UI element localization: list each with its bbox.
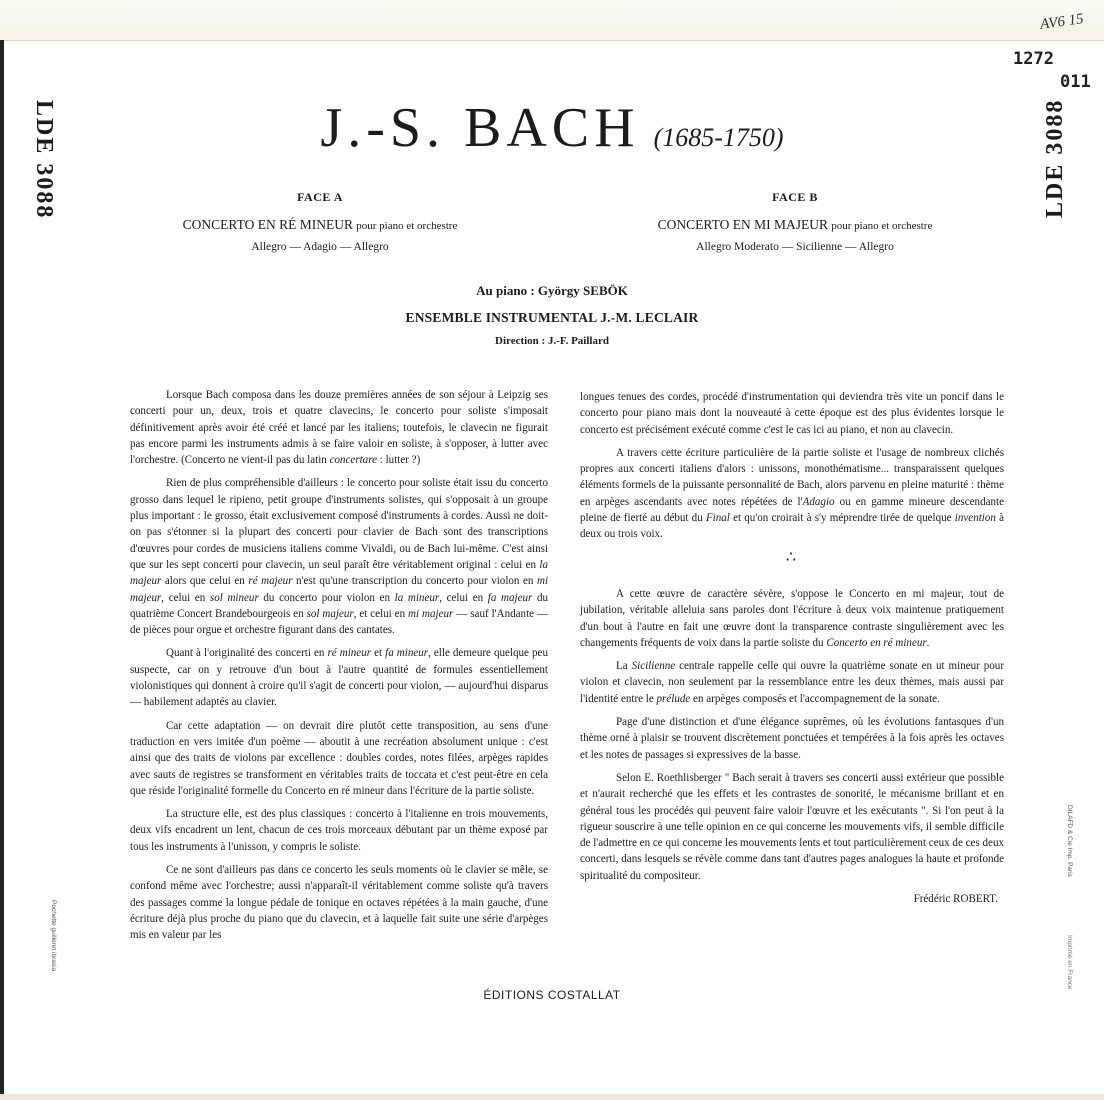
section-separator: ∴ (785, 548, 799, 566)
composer-dates: (1685-1750) (653, 123, 784, 152)
face-b-label: FACE B (772, 190, 818, 204)
sleeve-bottom-edge (0, 1094, 1104, 1100)
credit-direction: Direction : J.-F. Paillard (495, 335, 609, 347)
sleeve-top-strip (0, 0, 1104, 41)
face-a-work (90, 217, 550, 233)
liner-notes-left-column (130, 387, 548, 951)
paragraph: A cette œuvre de caractère sévère, s'oppose le Concerto en mi majeur, tout de jubilation, véritable alleluia sans paroles dont l'écriture à deux voix maintenue pratiquement d'un bout à l'autre en fait une œuvre dont la transparence contraste singulièrement avec les changements fréquents de voix dans la partie soliste du Concerto en ré mineur. (580, 587, 1004, 649)
publisher-name: ÉDITIONS COSTALLAT (483, 988, 621, 1002)
face-a-block (90, 190, 550, 253)
credits-block (0, 283, 1104, 347)
handwritten-note: AV6 15 (1039, 11, 1085, 33)
face-b-work-subtitle: pour piano et orchestre (831, 220, 933, 232)
credit-piano: Au piano : György SEBÖK (476, 283, 628, 298)
paragraph: Car cette adaptation — on devrait dire plutôt cette transposition, au sens d'une traduction en vers imitée d'un poème — aboutit à une recréation absolument unique : c'est ainsi que des traits de violons par excellence : doubles cordes, notes filées, arpèges rapides avec sauts de registres se transforment en véritables traits de toccata et c'est peut-être en cela que réside l'originalité formelle du Concerto en ré mineur dans l'écriture de la partie soliste. (130, 719, 548, 797)
author-signature: Frédéric ROBERT. (913, 893, 998, 906)
spine-code-left: LDE 3088 (31, 100, 57, 220)
printed-in-label: Imprimé en France (1066, 935, 1073, 990)
paragraph: longues tenues des cordes, procédé d'instrumentation qui deviendra très vite un poncif dans le concerto pour piano mais dont la nouveauté à cette époque est des plus évidentes lorsque le concerto est précisément exécuté comme c'est le cas ici au piano, et non au clavecin. (580, 391, 1004, 436)
title-block (0, 96, 1104, 160)
face-a-label: FACE A (297, 190, 343, 204)
paragraph: A travers cette écriture particulière de la partie soliste et l'usage de nombreux clichés propres aux concerti italiens d'alors : unissons, monothématisme... transparaissent quelques éléments formels de la puissante personnalité de Bach, alors parvenu en pleine maturité : thème en arpèges ascendants avec notes répétées de l'Adagio ou en gamme mineure descendante pleine de fierté au début du Final et qu'on croirait à s'y méprendre tirée de quelque invention à deux ou trois voix. (580, 446, 1005, 541)
catalog-number-1: 1272 (1013, 49, 1054, 69)
paragraph: Rien de plus compréhensible d'ailleurs : le concerto pour soliste était issu du concerto grosso dans lequel le ripieno, petit groupe d'instruments solistes, qui s'opposait à un groupe plus important : le grosso, était exclusivement composé d'instruments à cordes. Aussi ne doit-on pas s'étonner si la plupart des concerti pour clavier de Bach sont des transcriptions d'œuvres pour cordes de musiciens italiens comme Vivaldi, ou de Bach lui-même. C'est ainsi que sur les sept concerti pour clavecin, un seul paraît être véritablement original : celui en la majeur alors que celui en ré majeur n'est qu'une transcription du concerto pour violon en mi majeur, celui en sol mineur du concerto pour violon en la mineur, celui en fa majeur du quatrième Concert Brandebourgeois en sol majeur, et celui en mi majeur — sauf l'Andante — de pièces pour orgue et orchestre figurant dans des cantates. (130, 477, 549, 637)
sleeve-left-edge (0, 40, 4, 1100)
composer-title: J.-S. BACH (320, 97, 640, 159)
paragraph: Selon E. Roethlisberger " Bach serait à travers ses concerti aussi extérieur que possible et n'aurait recherché que les effets et les contrastes de sonorité, le mécanisme brillant et en général tous les procédés qui peuvent faire valoir l'œuvre et les exécutants ". Si l'on peut à la rigueur souscrire à une telle opinion en ce qui concerne les mouvements vifs, il semble difficile de l'admettre en ce qui concerne les mouvements lents et tout particulièrement ceux de ces deux concerti, dans lesquels se révèle comme dans tant d'autres pages analogues la haute et profonde spiritualité du compositeur. (580, 771, 1004, 882)
face-a-work-subtitle: pour piano et orchestre (356, 220, 458, 232)
paragraph: La structure elle, est des plus classiques : concerto à l'italienne en trois mouvements, deux vifs encadrent un lent, chacun de ces trois morceaux débutant par un thème exposé par tous les instruments à l'unisson, y compris le soliste. (130, 808, 548, 853)
face-b-movements: Allegro Moderato — Sicilienne — Allegro (696, 241, 894, 253)
paragraph: Quant à l'originalité des concerti en ré mineur et fa mineur, elle demeure quelque peu suspecte, car on y retrouve d'un bout à l'autre quantité de formules essentiellement violonistiques qui donnent à croire qu'il s'agit de concerti pour violon, — aujourd'hui disparus — habilement adaptés au clavier. (130, 647, 548, 709)
face-b-work-title: CONCERTO EN MI MAJEUR (657, 217, 828, 232)
face-a-work-title: CONCERTO EN RÉ MINEUR (182, 217, 353, 232)
catalog-number-2: 011 (1060, 72, 1091, 92)
printer-credit-right: DILAFD & Cie Imp. Paris (1066, 805, 1073, 877)
face-a-movements: Allegro — Adagio — Allegro (251, 241, 389, 253)
spine-code-right: LDE 3088 (1042, 98, 1068, 218)
paragraph: Ce ne sont d'ailleurs pas dans ce concerto les seuls moments où le clavier se mêle, se confond même avec l'orchestre; aussi n'apparaît-il véritablement comme soliste qu'à travers des passages comme la longue pédale de tonique en octaves répétées à la main gauche, d'une écriture déjà plus proche du piano que du clavecin, et à laquelle fait suite une série d'arpèges mis en valeur par les (130, 864, 548, 942)
paragraph: Lorsque Bach composa dans les douze premières années de son séjour à Leipzig ses concerti pour un, deux, trois et quatre clavecins, le concerto pour soliste s'imposait définitivement après avoir été créé et lancé par les italiens; toutefois, le clavecin ne figurait pas encore parmi les instruments admis à se faire valoir en soliste, à s'opposer, à lutter avec l'orchestre. (Concerto ne vient-il pas du latin concertare : lutter ?) (130, 389, 548, 467)
paragraph: La Sicilienne centrale rappelle celle qui ouvre la quatrième sonate en ut mineur pour violon et clavecin, non seulement par la ressemblance entre les deux thèmes, mais aussi par l'identité entre le prélude en arpèges composés et l'accompagnement de la sonate. (580, 660, 1005, 705)
paragraph: Page d'une distinction et d'une élégance suprêmes, où les évolutions fantasques d'un thème orné à plaisir se trouvent discrètement ponctuées et tempérées à la fois après les octaves et les notes de passages si expressives de la basse. (580, 716, 1004, 761)
credit-ensemble: ENSEMBLE INSTRUMENTAL J.-M. LECLAIR (405, 310, 699, 325)
face-b-work (565, 217, 1025, 233)
face-b-block (565, 190, 1025, 253)
printer-credit-left: Pochette guilleret ibrasia (50, 900, 57, 972)
liner-notes-right-column (580, 389, 1004, 907)
